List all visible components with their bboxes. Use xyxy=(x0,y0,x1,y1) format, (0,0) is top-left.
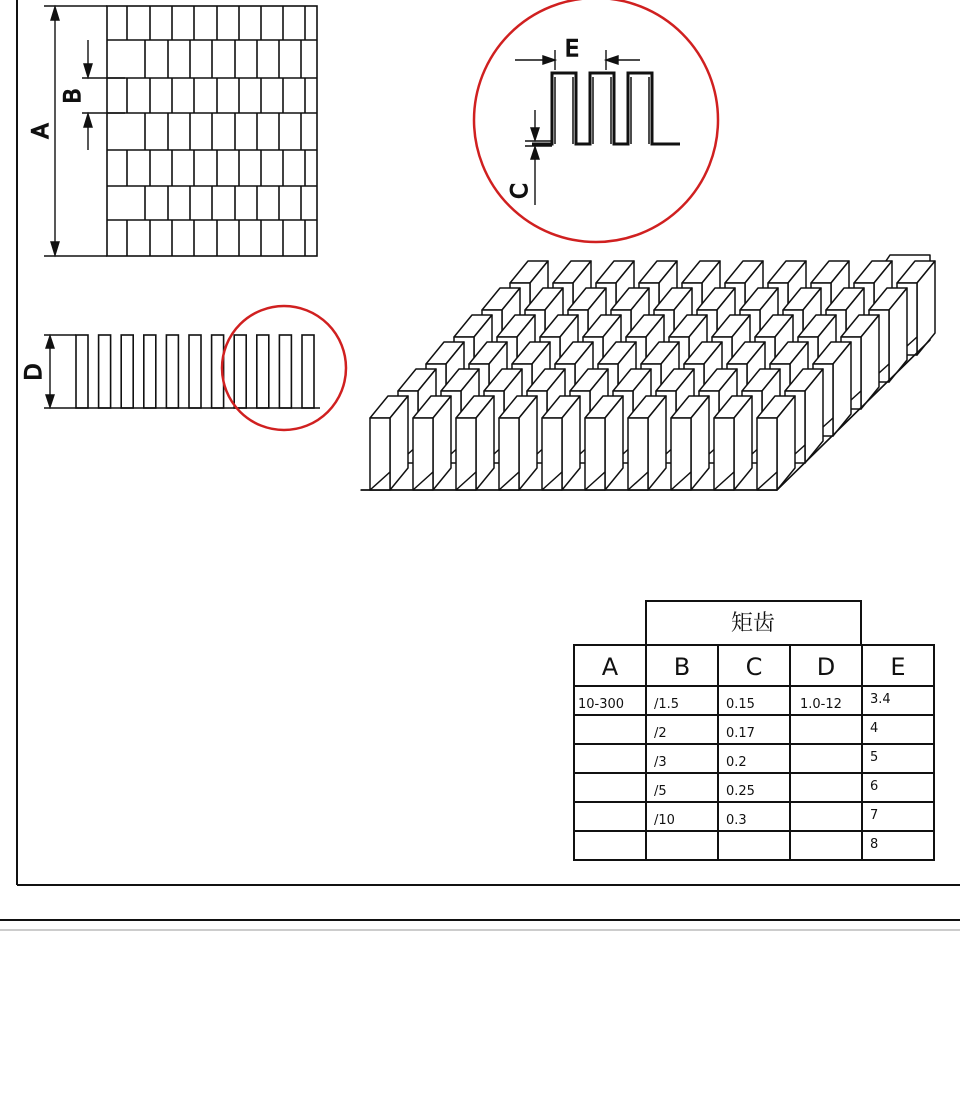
section-view-wave xyxy=(76,335,320,408)
table-cell: 10-300 xyxy=(578,697,625,712)
table-header-d: D xyxy=(816,653,836,681)
dimension-b xyxy=(61,40,125,150)
dimension-e xyxy=(515,37,640,70)
detail-wave xyxy=(532,73,680,144)
dimension-a xyxy=(29,6,107,256)
table-header-a: A xyxy=(601,653,619,681)
table-cell: 0.2 xyxy=(726,755,747,770)
table-cell: 0.15 xyxy=(726,697,755,712)
table-cell: /1.5 xyxy=(654,697,680,712)
table-header-b: B xyxy=(673,653,691,681)
table-cell: 5 xyxy=(870,750,879,765)
table-cell: 0.3 xyxy=(726,813,747,828)
table-cell: 1.0-12 xyxy=(800,697,842,712)
table-cell: /3 xyxy=(654,755,667,770)
dimension-d-label: D xyxy=(22,363,47,381)
detail-circle xyxy=(474,0,718,242)
section-detail-circle xyxy=(222,306,346,430)
dimension-c xyxy=(508,110,552,205)
table-cell: /5 xyxy=(654,784,667,799)
table-header-e: E xyxy=(890,653,906,681)
dimension-e-label: E xyxy=(565,37,579,62)
table-cell: 8 xyxy=(870,837,879,852)
isometric-fin-view xyxy=(361,255,935,490)
table-cell: /2 xyxy=(654,726,667,741)
table-cell: /10 xyxy=(654,813,675,828)
table-cell: 6 xyxy=(870,779,879,794)
table-cell: 0.17 xyxy=(726,726,755,741)
dimension-c-label: C xyxy=(508,183,533,199)
table-cell: 7 xyxy=(870,808,879,823)
plan-view-pattern xyxy=(107,6,317,256)
table-cell: 0.25 xyxy=(726,784,755,799)
spec-table xyxy=(574,601,934,860)
dimension-d xyxy=(22,335,76,408)
table-cell: 4 xyxy=(870,721,879,736)
dimension-a-label: A xyxy=(29,123,54,139)
table-header-c: C xyxy=(745,653,763,681)
table-cell: 3.4 xyxy=(870,692,891,707)
table-title: 矩齿 xyxy=(730,611,776,636)
dimension-b-label: B xyxy=(61,88,86,104)
